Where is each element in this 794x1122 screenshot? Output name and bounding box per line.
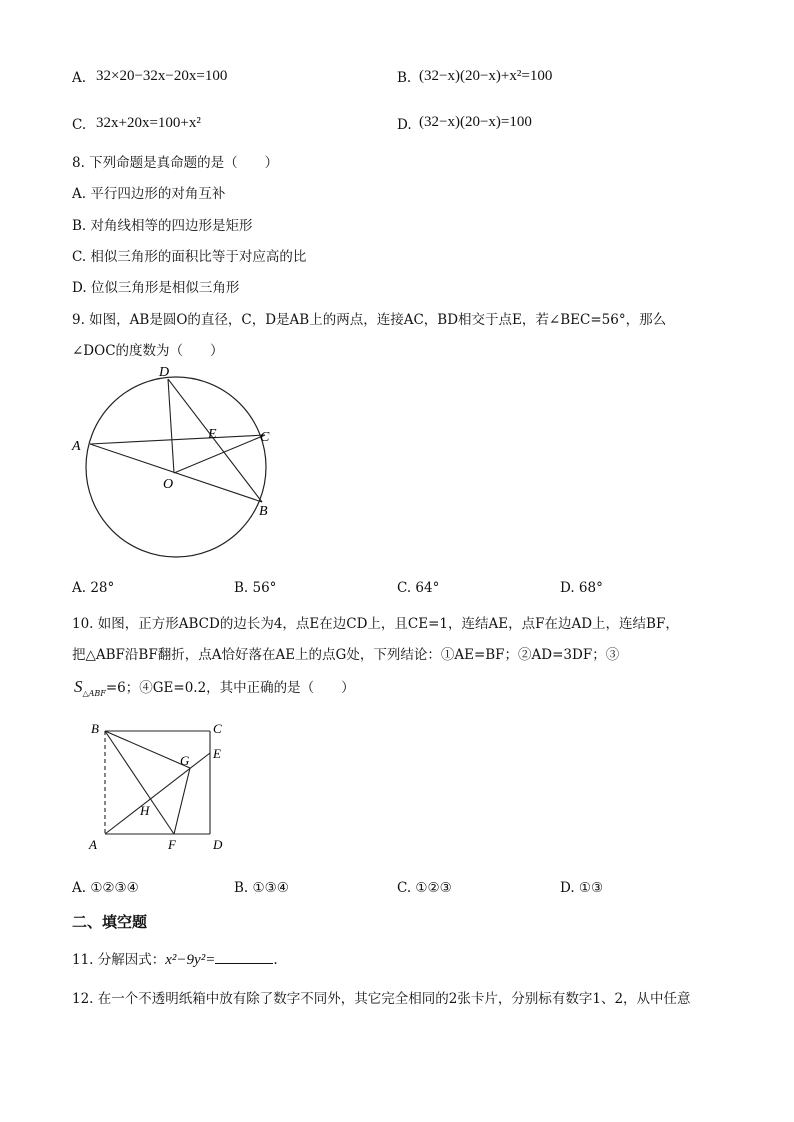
q7-option-b-expression: (32−x)(20−x)+x²=100 [419,68,553,84]
q8-option-a: A. 平行四边形的对角互补 [72,186,226,202]
q10-label-a: A [89,837,97,852]
q10-label-e: E [213,746,221,761]
q8-option-c: C. 相似三角形的面积比等于对应高的比 [72,249,307,265]
q12-stem: 12. 在一个不透明纸箱中放有除了数字不同外，其它完全相同的2张卡片，分别标有数字1、2，从中任意 [72,991,691,1007]
q9-option-c: C. 64° [397,580,440,596]
q10-label-d: D [213,837,223,852]
q10-segment-ae [105,753,210,834]
q10-segment-gf [174,768,190,834]
q9-segment-ac [90,435,265,444]
q9-segment-do [168,379,174,473]
q7-option-c-label: C. [72,117,87,133]
q9-circle [86,377,266,557]
q7-option-d-label: D. [397,117,412,133]
q7-option-c-expression: 32x+20x=100+x² [96,115,201,131]
q9-label-a: A [72,439,81,454]
q10-label-b: B [91,721,99,736]
q10-option-b: B. ①③④ [234,880,289,896]
q9-label-d: D [159,365,170,380]
q11-answer-blank[interactable] [215,951,273,964]
q10-label-f: F [168,837,176,852]
q9-segment-ab [90,444,262,502]
q10-label-c: C [213,721,222,736]
q10-stem-line3-rest: =6；④GE=0.2，其中正确的是（ ） [105,680,355,696]
q10-stem-line2: 把△ABF沿BF翻折，点A恰好落在AE上的点G处，下列结论：①AE=BF；②AD=3DF；③ [72,647,620,663]
q10-stem-line3 [74,676,355,698]
q10-option-a: A. ①②③④ [72,880,139,896]
q10-stem-line1: 10. 如图，正方形ABCD的边长为4，点E在边CD上，且CE=1，连结AE，点F在边AD上，连结BF， [72,616,679,632]
q9-option-a: A. 28° [72,580,115,596]
q8-option-d: D. 位似三角形是相似三角形 [72,280,240,296]
section-title-fill-in: 二、填空题 [72,913,148,931]
q10-label-g: G [180,753,190,768]
q9-label-c: C [260,430,270,445]
q10-area-symbol: S [74,677,83,696]
q10-option-c: C. ①②③ [397,880,452,896]
q7-option-b-label: B. [397,70,412,86]
q9-circle-figure [66,362,286,572]
q7-option-a-label: A. [72,70,87,86]
q9-label-o: O [163,477,174,492]
q11-suffix: . [273,952,278,968]
q10-square-figure [82,714,242,860]
q9-label-e: E [208,427,217,442]
q7-option-a-expression: 32×20−32x−20x=100 [96,68,228,84]
q11-prefix: 11. 分解因式： [72,952,166,968]
q10-option-d: D. ①③ [560,880,604,896]
q8-stem: 8. 下列命题是真命题的是（ ） [72,155,279,171]
q9-stem-line1: 9. 如图，AB是圆O的直径，C，D是AB上的两点，连接AC，BD相交于点E，若∠BEC=56°，那么 [72,312,667,328]
q9-segment-oc [174,435,265,473]
q9-stem-line2: ∠DOC的度数为（ ） [72,343,224,359]
q11-line [72,948,278,969]
q9-option-d: D. 68° [560,580,603,596]
q10-area-subscript: △ABF [82,689,106,698]
q11-expression: x²−9y²= [165,952,216,968]
q8-option-b: B. 对角线相等的四边形是矩形 [72,218,253,234]
q9-option-b: B. 56° [234,580,277,596]
q9-label-b: B [259,504,268,519]
q7-option-d-expression: (32−x)(20−x)=100 [419,114,532,130]
q10-label-h: H [140,803,150,818]
